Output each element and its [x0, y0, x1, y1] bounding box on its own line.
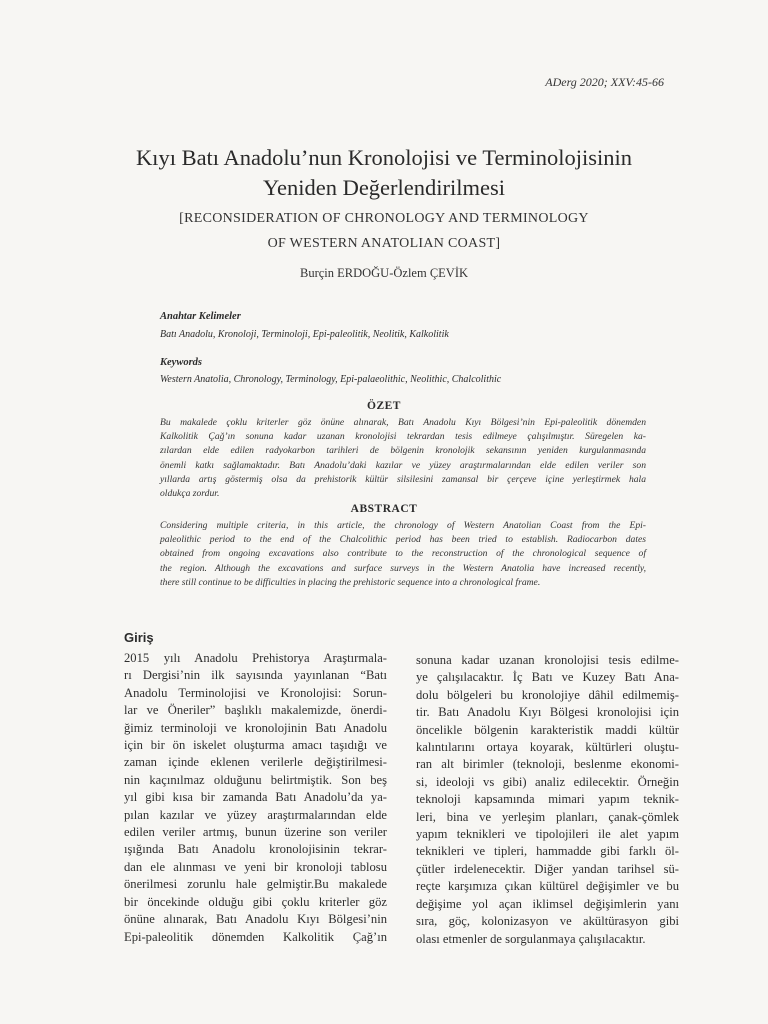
ozet-text	[160, 416, 646, 501]
english-title-line: OF WESTERN ANATOLIAN COAST]	[267, 236, 501, 251]
body-line: ran alt birimler (teknoloji, beslenme ekonomi-	[416, 757, 679, 772]
body-line: için bir ön iskelet oluşturma amacı taşıdığı ve	[124, 738, 387, 753]
abstract-heading: ABSTRACT	[350, 503, 418, 515]
title-line: Yeniden Değerlendirilmesi	[262, 175, 506, 200]
body-line: nin kaçınılmaz olduğunu belirtmiştik. Son beş	[124, 772, 387, 787]
abstract-line: there still continue to be difficulties in placing the prehistoric sequence into a chronological frame.	[160, 576, 541, 588]
body-line: öncelikle bölgenin karakteristik maddi kültür	[416, 722, 679, 737]
ozet-line: yıllarda artış göstermiş olsa da prehistorik kültür silsilesini zamansal bir çerçeve içine yerleştirmek hala	[160, 473, 646, 485]
body-line: bir öncekinde olduğu gibi çoklu kriterler göz	[124, 894, 387, 909]
keywords-tr-heading: Anahtar Kelimeler	[160, 311, 241, 322]
english-title	[0, 206, 768, 256]
body-line: yıl gibi kısa bir zamanda Batı Anadolu’da ya-	[124, 790, 387, 805]
body-line: lar ve Öneriler” başlıklı makalemizde, önerdi-	[124, 703, 387, 718]
body-line: edilen veriler artmış, bunun üzerine son veriler	[124, 825, 387, 840]
ozet-line: zılardan elde edilen radyokarbon tarihleri de bölgenin kronolojik sekansının yeniden kurgulanmasında	[160, 445, 646, 457]
section-heading-giris: Giriş	[124, 630, 154, 645]
title-line: Kıyı Batı Anadolu’nun Kronolojisi ve Terminolojisinin	[135, 145, 633, 170]
body-column-left	[124, 650, 387, 946]
keywords-tr-text: Batı Anadolu, Kronoloji, Terminoloji, Epi-paleolitik, Neolitik, Kalkolitik	[160, 329, 449, 340]
body-line: zaman içinde eklenen verilerle değiştirilmesi-	[124, 755, 387, 770]
body-line: pılan kazılar ve yüzey araştırmalarından elde	[124, 807, 387, 822]
english-title-line: [RECONSIDERATION OF CHRONOLOGY AND TERMINOLOGY	[179, 211, 589, 226]
abstract-line: paleolithic period to the end of the Chalcolithic period has been tried to establish. Radiocarbon dates	[160, 534, 646, 546]
body-line: teknikleri ve tipleri, hammadde gibi farklı öl-	[416, 844, 679, 859]
body-line: dolu bölgeleri bu kronolojiye dâhil edilmemiş-	[416, 687, 679, 702]
body-line: ğimiz terminoloji ve kronolojinin Batı Anadolu	[124, 720, 387, 735]
abstract-text	[160, 519, 646, 590]
body-line: önüne alınarak, Batı Anadolu Kıyı Bölgesi’nin	[124, 912, 387, 927]
body-line: tir. Batı Anadolu Kıyı Bölgesi kronolojisi için	[416, 705, 679, 720]
body-column-right	[416, 652, 679, 948]
body-line: önerilmesi zorunlu hale gelmiştir.Bu makalede	[124, 877, 387, 892]
abstract-line: the region. Although the excavations and surface surveys in the Western Anatolia have increased recently,	[160, 562, 646, 574]
ozet-line: Kalkolitik Çağ’ın sonuna kadar uzanan kronolojisi tekrardan tesis edilmeye çalışılmıştır. Süregelen ka-	[160, 431, 646, 443]
body-line: leri, bina ve yerleşim planları, çanak-çömlek	[416, 809, 679, 824]
keywords-en-heading: Keywords	[160, 357, 202, 368]
ozet-line: Bu makalede çoklu kriterler göz önüne alınarak, Batı Anadolu Kıyı Bölgesi’nin Epi-paleolitik dönemden	[160, 417, 646, 428]
body-line: Epi-paleolitik dönemden Kalkolitik Çağ’ın	[124, 929, 387, 944]
body-line: teknoloji kapsamında mimari yapım teknik-	[416, 792, 679, 807]
body-line: 2015 yılı Anadolu Prehistorya Araştırmala-	[124, 651, 387, 665]
abstract-line: Considering multiple criteria, in this article, the chronology of Western Anatolian Coast from the Epi-	[160, 520, 646, 531]
body-line: sıra, göç, kolonizasyon ve akültürasyon gibi	[416, 914, 679, 929]
abstract-line: obtained from ongoing excavations also contribute to the reconstruction of the chronological sequence of	[160, 548, 646, 560]
ozet-heading: ÖZET	[367, 400, 401, 412]
body-line: kalıntılarını ortaya koyarak, kültürleri oluştu-	[416, 740, 679, 755]
body-line: ye çalışılacaktır. İç Batı ve Kuzey Batı Ana-	[416, 670, 679, 685]
authors: Burçin ERDOĞU-Özlem ÇEVİK	[299, 266, 469, 280]
body-line: Anadolu Terminolojisi ve Kronolojisi: Sorun-	[124, 685, 387, 700]
body-line: çütler irdelenecektir. Diğer yandan tarihsel sü-	[416, 861, 679, 876]
article-title	[0, 143, 768, 203]
ozet-line: önemli katkı sağlamaktadır. Batı Anadolu’daki kazılar ve yüzey araştırmalarından elde edilen veriler son	[160, 459, 646, 471]
keywords-en-text: Western Anatolia, Chronology, Terminology, Epi-palaeolithic, Neolithic, Chalcolithic	[160, 374, 502, 385]
body-line: rı Dergisi’nin ilk sayısında yayınlanan “Batı	[124, 668, 387, 683]
body-line: yapım teknikleri ve tipolojileri ile alet yapım	[416, 827, 679, 842]
body-line: si, ideoloji vs gibi) analiz edilecektir. Örneğin	[416, 774, 679, 789]
body-line: dan ele alınması ve yeni bir kronoloji tablosu	[124, 859, 387, 874]
journal-citation: ADerg 2020; XXV:45-66	[545, 75, 664, 89]
body-line: ışığında Batı Anadolu kronolojisinin tekrar-	[124, 842, 387, 857]
body-line: sonuna kadar uzanan kronolojisi tesis edilme-	[416, 653, 679, 667]
body-line: reçte karşımıza çıkan kültürel değişimler ve bu	[416, 879, 679, 894]
body-line: olası etmenler de sorgulanmaya çalışılacaktır.	[416, 931, 646, 946]
body-line: değişime yol açan iklimsel değişimlerin yanı	[416, 896, 679, 911]
ozet-line: oldukça zordur.	[160, 488, 220, 500]
